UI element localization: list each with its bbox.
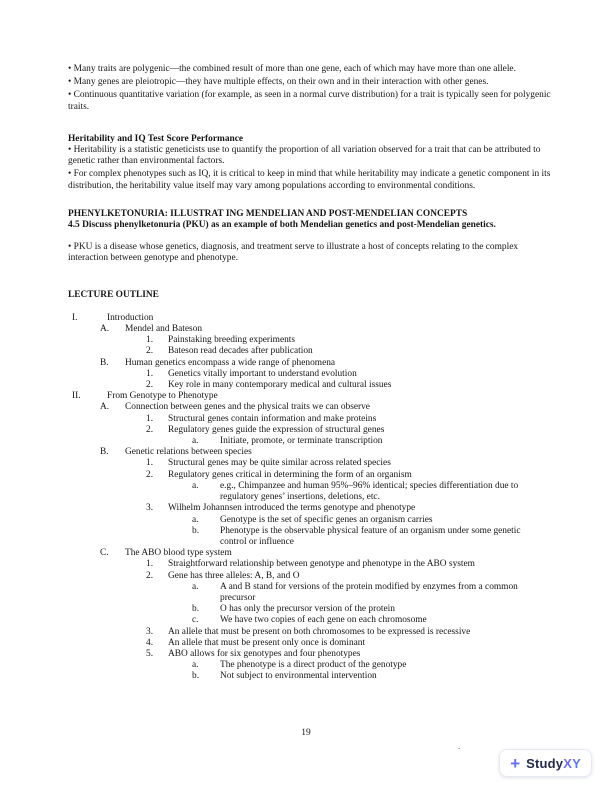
- brand-study: Study: [526, 755, 564, 771]
- outline-item: [146, 649, 552, 660]
- outline-item: [192, 671, 552, 682]
- outline-label: B.: [100, 357, 109, 368]
- outline-item: [146, 346, 552, 357]
- outline-text: From Genotype to Phenotype: [107, 391, 218, 402]
- heritability-bullet-text: For complex phenotypes such as IQ, it is critical to keep in mind that while heritability may indicate a genetic component in its distribution, the heritability value itself may vary among populations according to environmental conditions.: [68, 169, 551, 191]
- outline-item: [146, 458, 552, 469]
- outline-text: Genetic relations between species: [125, 447, 252, 458]
- brand-xy: XY: [563, 755, 581, 771]
- polygenic-bullets-section: [68, 64, 552, 113]
- bullet-icon: •: [68, 145, 74, 156]
- outline-text: Introduction: [107, 312, 154, 323]
- outline-label: b.: [192, 604, 200, 615]
- lecture-outline-heading: LECTURE OUTLINE: [68, 289, 159, 300]
- outline-text: Regulatory genes critical in determining the form of an organism: [168, 469, 412, 480]
- outline-label: c.: [192, 615, 199, 626]
- outline-label: a.: [192, 514, 199, 525]
- polygenic-bullet-text: Many traits are polygenic—the combined result of more than one gene, each of which may have more than one allele.: [73, 64, 516, 74]
- outline-item: [100, 447, 552, 458]
- outline-item: [146, 369, 552, 380]
- outline-label: C.: [100, 548, 109, 559]
- outline-text: Key role in many contemporary medical and cultural issues: [168, 380, 392, 391]
- outline-label: a.: [192, 660, 199, 671]
- bullet-icon: •: [68, 242, 74, 253]
- outline-label: 3.: [146, 503, 154, 514]
- outline-label: B.: [100, 447, 109, 458]
- outline-text: Regulatory genes guide the expression of structural genes: [168, 424, 385, 435]
- outline-item: [192, 604, 552, 615]
- studyxy-logo[interactable]: [499, 749, 592, 777]
- pku-objective: 4.5 Discuss phenylketonuria (PKU) as an example of both Mendelian genetics and post-Mendelian genetics.: [68, 220, 496, 231]
- bullet-icon: •: [68, 169, 74, 180]
- outline-text: e.g., Chimpanzee and human 95%–96% identical; species differentiation due to regulatory genes’ insertions, deletions, etc.: [220, 480, 519, 503]
- polygenic-bullet-text: Many genes are pleiotropic—they have multiple effects, on their own and in their interaction with other genes.: [73, 77, 489, 88]
- outline-label: 2.: [146, 424, 154, 435]
- outline-item: [192, 436, 552, 447]
- outline-text: Connection between genes and the physical traits we can observe: [125, 402, 370, 413]
- outline-item: [192, 481, 552, 503]
- outline-item: [192, 582, 552, 604]
- outline-text: Mendel and Bateson: [125, 324, 203, 335]
- outline-item: [192, 660, 552, 671]
- outline-label: 2.: [146, 469, 154, 480]
- outline-text: An allele that must be present only once is dominant: [168, 637, 366, 648]
- polygenic-bullet-text: Continuous quantitative variation (for example, as seen in a normal curve distribution) for a trait is typically seen for polygenic traits.: [68, 90, 551, 112]
- outline-item: [146, 335, 552, 346]
- outline-text: The phenotype is a direct product of the genotype: [220, 660, 407, 671]
- outline-text: Wilhelm Johannsen introduced the terms genotype and phenotype: [168, 503, 416, 514]
- outline-label: A.: [100, 402, 110, 413]
- outline-item: [100, 324, 552, 335]
- outline-item: [146, 559, 552, 570]
- outline-item: [100, 548, 552, 559]
- outline-item: [72, 313, 552, 324]
- outline-item: [146, 627, 552, 638]
- outline-label: 1.: [146, 413, 154, 424]
- plus-icon: +: [510, 753, 521, 773]
- outline-label: 1.: [146, 559, 154, 570]
- outline-text: Initiate, promote, or terminate transcription: [220, 436, 383, 447]
- outline-item: [192, 615, 552, 626]
- heritability-heading: Heritability and IQ Test Score Performance: [68, 133, 244, 144]
- outline-item: [146, 503, 552, 514]
- stray-mark: .: [458, 741, 461, 751]
- outline-text: Genotype is the set of specific genes an organism carries: [220, 514, 433, 525]
- outline-label: b.: [192, 671, 200, 682]
- outline-text: Genetics vitally important to understand evolution: [168, 368, 357, 379]
- outline-text: Structural genes may be quite similar across related species: [168, 458, 391, 469]
- outline-label: 3.: [146, 626, 154, 637]
- bullet-icon: •: [68, 77, 74, 88]
- pku-heading: PHENYLKETONURIA: ILLUSTRAT ING MENDELIAN AND POST-MENDELIAN CONCEPTS: [68, 208, 468, 219]
- outline-item: [100, 402, 552, 413]
- outline-label: 4.: [146, 637, 154, 648]
- outline-label: A.: [100, 324, 110, 335]
- outline-text: Human genetics encompass a wide range of phenomena: [125, 357, 336, 368]
- outline-text: ABO allows for six genotypes and four phenotypes: [168, 648, 361, 659]
- outline-label: a.: [192, 480, 199, 491]
- outline-item: [192, 526, 552, 548]
- heritability-bullets-section: [68, 145, 552, 192]
- outline-label: I.: [72, 312, 78, 323]
- polygenic-bullet: [68, 77, 552, 88]
- outline-label: 2.: [146, 346, 154, 357]
- bullet-icon: •: [68, 90, 74, 101]
- lecture-outline: [68, 313, 552, 683]
- outline-text: Not subject to environmental intervention: [220, 671, 377, 682]
- outline-text: Bateson read decades after publication: [168, 346, 313, 357]
- pku-bullet-text: PKU is a disease whose genetics, diagnosis, and treatment serve to illustrate a host of concepts relating to the complex interaction between genotype and phenotype.: [68, 242, 519, 264]
- outline-item: [146, 470, 552, 481]
- pku-bullets-section: [68, 242, 552, 264]
- outline-label: 2.: [146, 380, 154, 391]
- outline-label: a.: [192, 581, 199, 592]
- outline-label: b.: [192, 525, 200, 536]
- outline-item: [146, 414, 552, 425]
- outline-item: [100, 358, 552, 369]
- outline-text: Structural genes contain information and make proteins: [168, 413, 377, 424]
- brand-wordmark: [526, 756, 581, 771]
- outline-label: 2.: [146, 570, 154, 581]
- outline-label: 1.: [146, 458, 154, 469]
- polygenic-bullet: [68, 90, 552, 112]
- outline-item: [146, 380, 552, 391]
- heritability-bullet: [68, 169, 552, 191]
- outline-label: a.: [192, 436, 199, 447]
- outline-text: A and B stand for versions of the protein modified by enzymes from a common precursor: [220, 581, 518, 603]
- outline-item: [146, 571, 552, 582]
- outline-text: Straightforward relationship between genotype and phenotype in the ABO system: [168, 559, 475, 570]
- outline-text: We have two copies of each gene on each chromosome: [220, 615, 427, 626]
- outline-item: [146, 425, 552, 436]
- page-content: [68, 64, 552, 683]
- outline-text: Gene has three alleles: A, B, and O: [168, 570, 300, 581]
- outline-text: Painstaking breeding experiments: [168, 335, 296, 346]
- outline-text: An allele that must be present on both chromosomes to be expressed is recessive: [168, 626, 471, 637]
- outline-text: Phenotype is the observable physical feature of an organism under some genetic control or influence: [220, 525, 521, 547]
- bullet-icon: •: [68, 64, 74, 74]
- heritability-bullet-text: Heritability is a statistic geneticists use to quantify the proportion of all variation observed for a trait that can be attributed to genetic rather than environmental factors.: [68, 145, 541, 167]
- outline-label: 1.: [146, 368, 154, 379]
- pku-bullet: [68, 242, 552, 264]
- outline-label: II.: [72, 391, 81, 402]
- outline-text: O has only the precursor version of the protein: [220, 604, 395, 615]
- outline-item: [146, 638, 552, 649]
- outline-item: [72, 391, 552, 402]
- outline-text: The ABO blood type system: [125, 548, 232, 559]
- polygenic-bullet: [68, 64, 552, 75]
- outline-item: [192, 515, 552, 526]
- outline-label: 5.: [146, 648, 154, 659]
- heritability-bullet: [68, 145, 552, 167]
- page-number: 19: [301, 728, 311, 738]
- outline-label: 1.: [146, 335, 154, 346]
